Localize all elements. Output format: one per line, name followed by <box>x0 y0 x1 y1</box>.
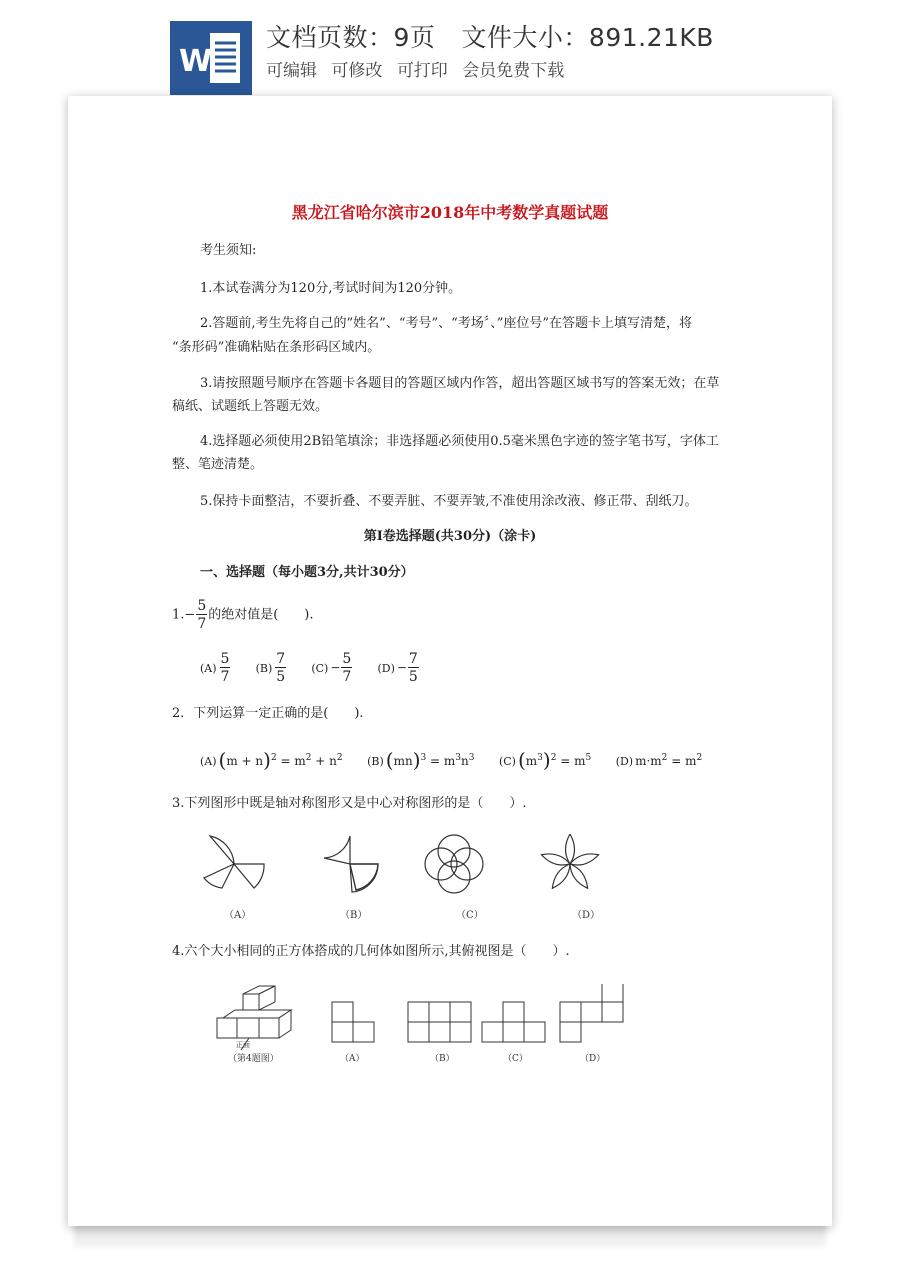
question-4: 4.六个大小相同的正方体搭成的几何体如图所示,其俯视图是（ ）. <box>172 944 570 959</box>
q3-figure-b <box>324 836 378 892</box>
q4-option-d <box>560 984 623 1042</box>
q1-fraction: $\frac{5}{7}$ <box>197 598 207 632</box>
file-size: 文件大小：891.21KB <box>461 23 714 52</box>
tag-editable: 可编辑 <box>266 61 317 81</box>
note-2-cont: “条形码”准确粘贴在条形码区域内。 <box>172 340 381 355</box>
q2-option-c: (C) $(m^3)^2 = m^5$ <box>498 748 592 772</box>
q4-label-b: （B） <box>430 1054 455 1064</box>
part-heading: 一、选择题（每小题3分,共计30分） <box>200 565 414 580</box>
header-banner <box>0 0 900 96</box>
q3-label-c: （C） <box>456 910 484 921</box>
question-2: 2．下列运算一定正确的是( ). <box>172 706 364 721</box>
q3-figure-a <box>204 836 264 888</box>
q1-text: 的绝对值是( ). <box>208 607 314 623</box>
note-5: 5.保持卡面整洁，不要折叠、不要弄脏、不要弄皱,不准使用涂改液、修正带、刮纸刀。 <box>200 494 698 509</box>
q3-figure-c <box>425 835 483 893</box>
note-1: 1.本试卷满分为120分,考试时间为120分钟。 <box>200 281 462 296</box>
q3-figure-d <box>540 834 600 891</box>
feature-tags <box>266 56 573 81</box>
notice-heading: 考生须知: <box>200 243 257 258</box>
q3-figures <box>198 834 618 894</box>
document-page <box>68 96 832 1226</box>
q2-option-a: (A) $(m + n)^2 = m^2 + n^2$ <box>200 748 343 772</box>
tag-member-download: 会员免费下载 <box>462 61 565 81</box>
q4-option-b <box>408 1002 471 1042</box>
q4-label-c: （C） <box>503 1054 528 1064</box>
q1-option-c: (C) − $\frac{5}{7}$ <box>311 651 352 685</box>
q3-label-a: （A） <box>224 910 252 921</box>
q4-option-c <box>482 1002 545 1042</box>
note-3-cont: 稿纸、试题纸上答题无效。 <box>172 399 329 414</box>
q4-option-a <box>332 1002 374 1042</box>
note-4: 4.选择题必须使用2B铅笔填涂；非选择题必须使用0.5毫米黑色字迹的签字笔书写，字体工 <box>200 434 719 449</box>
q1-minus: − <box>184 607 196 623</box>
question-3: 3.下列图形中既是轴对称图形又是中心对称图形的是（ ）. <box>172 796 527 811</box>
document-title: 黑龙江省哈尔滨市2018年中考数学真题试题 <box>291 203 609 222</box>
page-count: 文档页数：9页 <box>266 23 436 52</box>
word-document-icon <box>170 21 252 95</box>
note-2: 2.答题前,考生先将自己的”姓名”、“考号”、“考场〞、”座位号”在答题卡上填写清楚，将 <box>200 316 693 331</box>
note-3: 3.请按照题号顺序在答题卡各题目的答题区域内作答，超出答题区域书写的答案无效；在草 <box>200 376 720 391</box>
q4-cube-stack <box>217 986 291 1050</box>
q1-option-a: (A) $\frac{5}{7}$ <box>200 651 230 685</box>
q2-option-d: (D) $m\cdot m^2 = m^2$ <box>615 753 703 768</box>
q4-caption: （第4题图） <box>228 1054 279 1064</box>
q1-number: 1. <box>172 607 185 623</box>
tag-printable: 可打印 <box>396 61 448 81</box>
q2-option-b: (B) $(mn)^3 = m^3n^3$ <box>367 748 475 772</box>
file-info <box>266 18 714 54</box>
q1-option-b: (B) $\frac{7}{5}$ <box>255 651 286 685</box>
q1-options <box>200 652 440 684</box>
q4-figures <box>213 984 633 1054</box>
q2-options <box>200 746 722 774</box>
logo-letter: W <box>179 44 213 79</box>
q3-label-b: （B） <box>340 910 368 921</box>
q4-label-a: （A） <box>340 1054 365 1064</box>
q1-option-d: (D) − $\frac{7}{5}$ <box>377 651 418 685</box>
section-heading: 第Ⅰ卷选择题(共30分)（涂卡) <box>363 529 537 544</box>
note-4-cont: 整、笔迹清楚。 <box>172 457 264 472</box>
tag-modifiable: 可修改 <box>331 61 383 81</box>
question-1 <box>172 599 314 631</box>
q3-label-d: （D） <box>572 910 601 921</box>
q4-front-label: 正面 <box>236 1041 250 1049</box>
q4-label-d: （D） <box>580 1054 606 1064</box>
